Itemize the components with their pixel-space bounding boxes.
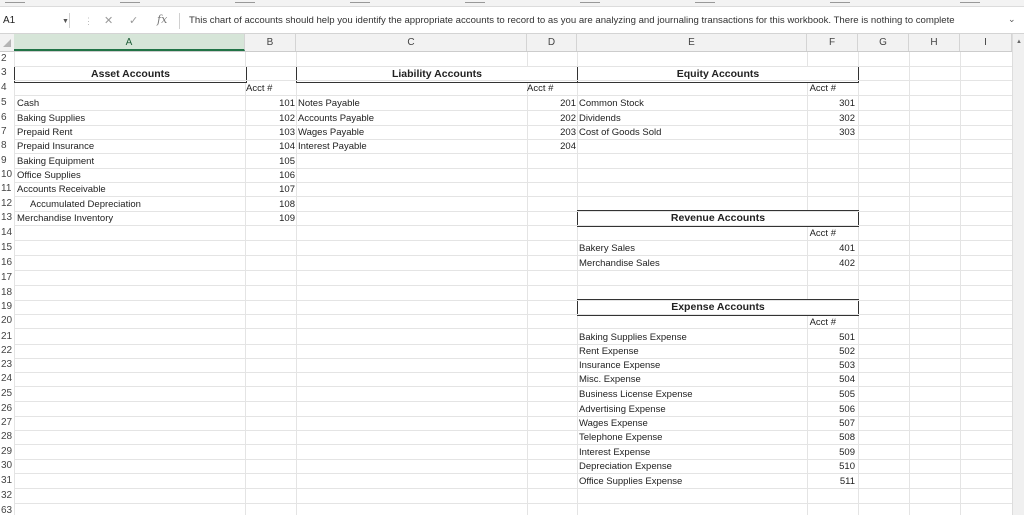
liability-account-name[interactable]: Accounts Payable — [298, 113, 375, 124]
grid-line — [14, 240, 1012, 241]
expense-account-number[interactable]: 502 — [839, 346, 855, 357]
grid-line — [14, 300, 1012, 301]
expense-account-number[interactable]: 501 — [839, 332, 855, 343]
row-header[interactable]: 32 — [1, 490, 13, 501]
asset-account-number[interactable]: 103 — [279, 127, 295, 138]
column-header-d[interactable]: D — [527, 34, 577, 51]
column-header-b[interactable]: B — [245, 34, 296, 51]
formula-input[interactable]: This chart of accounts should help you identify the appropriate accounts to record to as you are analyzing and journaling transactions for this workbook. There is nothing to complete — [189, 15, 955, 26]
name-box-dropdown-icon[interactable]: ▼ — [62, 18, 69, 25]
sheet-grid[interactable] — [0, 52, 1012, 515]
grid-line — [14, 285, 1012, 286]
scroll-up-icon[interactable]: ▲ — [1016, 39, 1022, 45]
row-header[interactable]: 11 — [1, 183, 12, 194]
column-headers — [0, 34, 1024, 52]
column-header-i[interactable]: I — [960, 34, 1012, 51]
grid-line — [14, 95, 1012, 96]
expense-account-name[interactable]: Advertising Expense — [579, 404, 666, 415]
asset-accounts-header: Asset Accounts — [14, 66, 247, 83]
row-header[interactable]: 18 — [1, 287, 13, 298]
revenue-account-name[interactable]: Bakery Sales — [579, 243, 635, 254]
revenue-account-number[interactable]: 401 — [839, 243, 855, 254]
grid-line — [14, 211, 1012, 212]
grid-line — [577, 52, 578, 515]
column-header-c[interactable]: C — [296, 34, 527, 51]
liability-account-name[interactable]: Interest Payable — [298, 141, 367, 152]
grid-line — [14, 488, 1012, 489]
grid-line — [14, 444, 1012, 445]
row-header[interactable]: 5 — [1, 97, 7, 108]
row-header[interactable]: 27 — [1, 417, 13, 428]
row-header[interactable]: 22 — [1, 345, 13, 356]
expense-accounts-header: Expense Accounts — [577, 299, 859, 316]
grid-line — [14, 139, 1012, 140]
asset-account-name[interactable]: Merchandise Inventory — [17, 213, 114, 224]
column-header-a[interactable]: A — [14, 34, 245, 51]
expense-account-name[interactable]: Baking Supplies Expense — [579, 332, 687, 343]
row-header[interactable]: 21 — [1, 331, 13, 342]
grid-line — [14, 386, 1012, 387]
asset-account-number[interactable]: 105 — [279, 156, 295, 167]
row-header[interactable]: 31 — [1, 475, 13, 486]
grid-line — [14, 80, 1012, 81]
asset-account-number[interactable]: 106 — [279, 170, 295, 181]
expense-account-name[interactable]: Interest Expense — [579, 447, 651, 458]
asset-account-name[interactable]: Prepaid Insurance — [17, 141, 95, 152]
expense-account-number[interactable]: 510 — [839, 461, 855, 472]
expense-account-number[interactable]: 507 — [839, 418, 855, 429]
row-header[interactable]: 9 — [1, 155, 7, 166]
row-header[interactable]: 2 — [1, 53, 7, 64]
row-header[interactable]: 12 — [1, 198, 13, 209]
liability-account-name[interactable]: Notes Payable — [298, 98, 360, 109]
equity-account-name[interactable]: Common Stock — [579, 98, 644, 109]
equity-account-number[interactable]: 302 — [839, 113, 855, 124]
row-header[interactable]: 26 — [1, 403, 13, 414]
row-header[interactable]: 17 — [1, 272, 13, 283]
row-header[interactable]: 4 — [1, 82, 7, 93]
row-header[interactable]: 29 — [1, 446, 13, 457]
liability-account-number[interactable]: 202 — [560, 113, 576, 124]
equity-account-number[interactable]: 301 — [839, 98, 855, 109]
insert-function-icon[interactable]: fx — [157, 13, 168, 26]
asset-account-number[interactable]: 107 — [279, 184, 295, 195]
asset-account-number[interactable]: 108 — [279, 199, 295, 210]
row-header[interactable]: 23 — [1, 359, 13, 370]
expense-account-number[interactable]: 504 — [839, 374, 855, 385]
liability-accounts-header: Liability Accounts — [296, 66, 578, 83]
row-header[interactable]: 28 — [1, 431, 13, 442]
acct-number-header: Acct # — [246, 83, 273, 94]
ribbon-remnant — [0, 0, 1024, 7]
expense-account-name[interactable]: Depreciation Expense — [579, 461, 672, 472]
grid-line — [14, 372, 1012, 373]
acct-number-header: Acct # — [809, 317, 836, 328]
asset-account-number[interactable]: 104 — [279, 141, 295, 152]
grid-line — [14, 401, 1012, 402]
grid-line — [14, 344, 1012, 345]
revenue-accounts-header: Revenue Accounts — [577, 210, 859, 227]
asset-account-number[interactable]: 109 — [279, 213, 295, 224]
row-header[interactable]: 13 — [1, 212, 13, 223]
row-header[interactable]: 63 — [1, 505, 13, 515]
expense-account-number[interactable]: 506 — [839, 404, 855, 415]
expense-account-number[interactable]: 509 — [839, 447, 855, 458]
asset-account-name[interactable]: Office Supplies — [17, 170, 81, 181]
select-all-icon — [3, 39, 11, 47]
row-header[interactable]: 8 — [1, 140, 7, 151]
grid-line — [14, 416, 1012, 417]
grid-line — [14, 430, 1012, 431]
grid-line — [14, 314, 1012, 315]
grid-line — [14, 125, 1012, 126]
select-all-button[interactable] — [0, 34, 15, 51]
expense-account-name[interactable]: Wages Expense — [579, 418, 648, 429]
liability-account-name[interactable]: Wages Payable — [298, 127, 365, 138]
column-header-h[interactable]: H — [909, 34, 960, 51]
row-header[interactable]: 20 — [1, 315, 13, 326]
enter-icon[interactable]: ✓ — [129, 15, 139, 27]
expense-account-number[interactable]: 503 — [839, 360, 855, 371]
grid-line — [14, 459, 1012, 460]
formula-bar-grip-icon: ⋮ — [84, 16, 93, 26]
asset-account-number[interactable]: 102 — [279, 113, 295, 124]
row-header[interactable]: 6 — [1, 112, 7, 123]
grid-line — [14, 168, 1012, 169]
asset-account-name[interactable]: Accumulated Depreciation — [30, 199, 141, 210]
expense-account-number[interactable]: 508 — [839, 432, 855, 443]
expense-account-name[interactable]: Telephone Expense — [579, 432, 663, 443]
expense-account-number[interactable]: 505 — [839, 389, 855, 400]
grid-line — [14, 52, 15, 515]
expense-account-number[interactable]: 511 — [839, 476, 855, 487]
asset-account-name[interactable]: Baking Supplies — [17, 113, 86, 124]
column-header-f[interactable]: F — [807, 34, 858, 51]
column-header-e[interactable]: E — [577, 34, 807, 51]
row-header[interactable]: 30 — [1, 460, 13, 471]
grid-line — [14, 196, 1012, 197]
asset-account-number[interactable]: 101 — [279, 98, 295, 109]
asset-account-name[interactable]: Cash — [17, 98, 40, 109]
name-box[interactable]: A1 — [0, 13, 70, 28]
acct-number-header: Acct # — [809, 83, 836, 94]
asset-account-name[interactable]: Accounts Receivable — [17, 184, 106, 195]
formula-bar — [0, 7, 1024, 34]
formula-bar-divider — [179, 13, 180, 29]
row-header[interactable]: 3 — [1, 67, 7, 78]
row-header[interactable]: 25 — [1, 388, 13, 399]
grid-line — [14, 225, 1012, 226]
expense-account-name[interactable]: Insurance Expense — [579, 360, 661, 371]
row-header[interactable]: 16 — [1, 257, 13, 268]
expense-account-name[interactable]: Business License Expense — [579, 389, 693, 400]
expense-account-name[interactable]: Rent Expense — [579, 346, 639, 357]
equity-account-number[interactable]: 303 — [839, 127, 855, 138]
acct-number-header: Acct # — [527, 83, 554, 94]
equity-account-name[interactable]: Dividends — [579, 113, 621, 124]
liability-account-number[interactable]: 204 — [560, 141, 576, 152]
grid-line — [909, 52, 910, 515]
acct-number-header: Acct # — [809, 228, 836, 239]
grid-line — [14, 255, 1012, 256]
cancel-icon[interactable]: ✕ — [104, 15, 114, 27]
row-header[interactable]: 24 — [1, 373, 13, 384]
grid-line — [14, 503, 1012, 504]
equity-accounts-header: Equity Accounts — [577, 66, 859, 83]
grid-line — [14, 66, 1012, 67]
asset-account-name[interactable]: Prepaid Rent — [17, 127, 73, 138]
grid-line — [14, 182, 1012, 183]
grid-line — [14, 473, 1012, 474]
row-header[interactable]: 19 — [1, 301, 13, 312]
column-header-g[interactable]: G — [858, 34, 909, 51]
row-header[interactable]: 10 — [1, 169, 13, 180]
grid-line — [14, 270, 1012, 271]
expense-account-name[interactable]: Misc. Expense — [579, 374, 641, 385]
vertical-scrollbar[interactable] — [1012, 34, 1024, 515]
row-header[interactable]: 7 — [1, 126, 7, 137]
liability-account-number[interactable]: 203 — [560, 127, 576, 138]
grid-line — [960, 52, 961, 515]
grid-line — [14, 110, 1012, 111]
grid-line — [296, 52, 297, 515]
revenue-account-name[interactable]: Merchandise Sales — [579, 258, 660, 269]
liability-account-number[interactable]: 201 — [560, 98, 576, 109]
expense-account-name[interactable]: Office Supplies Expense — [579, 476, 683, 487]
row-header[interactable]: 15 — [1, 242, 13, 253]
grid-line — [14, 153, 1012, 154]
revenue-account-number[interactable]: 402 — [839, 258, 855, 269]
grid-line — [14, 328, 1012, 329]
grid-line — [858, 52, 859, 515]
expand-formula-bar-icon[interactable]: ⌄ — [1008, 14, 1016, 24]
equity-account-name[interactable]: Cost of Goods Sold — [579, 127, 662, 138]
row-header[interactable]: 14 — [1, 227, 13, 238]
grid-line — [14, 358, 1012, 359]
asset-account-name[interactable]: Baking Equipment — [17, 156, 95, 167]
